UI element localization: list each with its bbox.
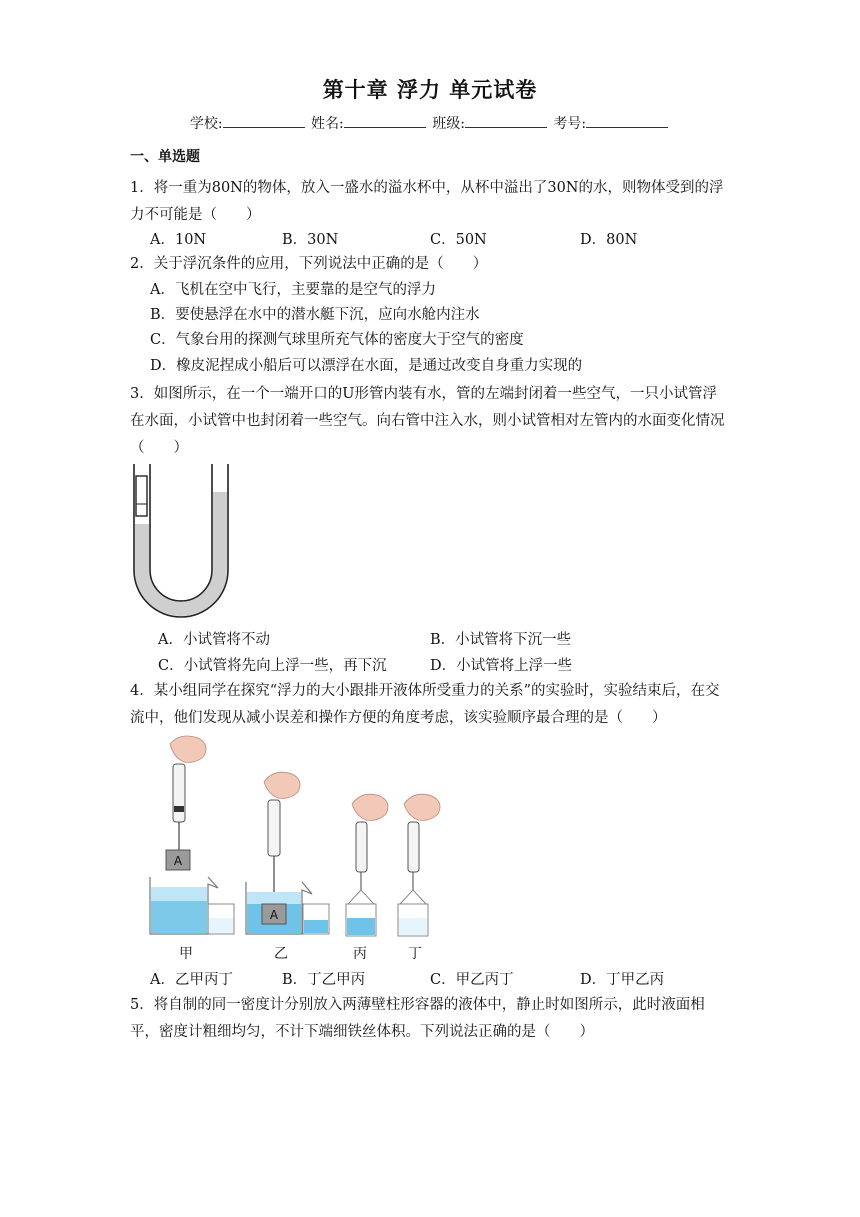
question-2-option-a[interactable]: A．飞机在空中飞行，主要靠的是空气的浮力 bbox=[150, 282, 436, 298]
question-2-option-d[interactable]: D．橡皮泥捏成小船后可以漂浮在水面，是通过改变自身重力实现的 bbox=[150, 358, 583, 374]
question-5-text: 5．将自制的同一密度计分别放入两薄壁柱形容器的液体中，静止时如图所示，此时液面相平，密度计粗细均匀，不计下端细铁丝体积。下列说法正确的是（ ） bbox=[130, 997, 705, 1040]
number-label: 考号: bbox=[553, 116, 587, 132]
question-2-option-b[interactable]: B．要使悬浮在水中的潜水艇下沉，应向水舱内注水 bbox=[150, 307, 480, 323]
question-2-text: 2．关于浮沉条件的应用，下列说法中正确的是（ ） bbox=[130, 256, 488, 272]
question-1-option-d[interactable]: D．80N bbox=[580, 232, 638, 248]
page-title: 第十章 浮力 单元试卷 bbox=[322, 78, 538, 102]
question-3-option-b[interactable]: B．小试管将下沉一些 bbox=[430, 632, 572, 648]
figure-label-yi: 乙 bbox=[274, 946, 288, 962]
question-3-option-c[interactable]: C．小试管将先向上浮一些，再下沉 bbox=[158, 658, 387, 674]
block-label-a-2: A bbox=[269, 908, 279, 922]
setup-bing bbox=[346, 794, 388, 936]
name-blank[interactable] bbox=[344, 114, 426, 128]
school-label: 学校: bbox=[189, 116, 223, 132]
question-4-option-b[interactable]: B．丁乙甲丙 bbox=[282, 972, 366, 988]
number-blank[interactable] bbox=[586, 114, 668, 128]
figure-label-ding: 丁 bbox=[408, 946, 422, 962]
question-4-option-d[interactable]: D．丁甲乙丙 bbox=[580, 972, 665, 988]
experiment-figure bbox=[140, 732, 460, 942]
question-1-text: 1．将一重为80N的物体，放入一盛水的溢水杯中，从杯中溢出了30N的水，则物体受到的浮力不可能是（ ） bbox=[130, 180, 724, 223]
name-label: 姓名: bbox=[311, 116, 344, 132]
question-2-option-c[interactable]: C．气象台用的探测气球里所充气体的密度大于空气的密度 bbox=[150, 332, 524, 348]
setup-jia bbox=[150, 736, 234, 934]
student-info-line bbox=[0, 113, 860, 133]
question-1-option-c[interactable]: C．50N bbox=[430, 232, 487, 248]
block-label-a: A bbox=[173, 854, 183, 868]
question-1-option-a[interactable]: A．10N bbox=[150, 232, 207, 248]
section-heading: 一、单选题 bbox=[130, 149, 200, 165]
figure-label-bing: 丙 bbox=[353, 946, 367, 962]
class-blank[interactable] bbox=[465, 114, 547, 128]
question-4-option-c[interactable]: C．甲乙丙丁 bbox=[430, 972, 514, 988]
question-3-option-a[interactable]: A．小试管将不动 bbox=[158, 632, 270, 648]
question-3-option-d[interactable]: D．小试管将上浮一些 bbox=[430, 658, 573, 674]
question-1-option-b[interactable]: B．30N bbox=[282, 232, 339, 248]
school-blank[interactable] bbox=[223, 114, 305, 128]
class-label: 班级: bbox=[432, 116, 465, 132]
figure-label-jia: 甲 bbox=[179, 946, 193, 962]
setup-ding bbox=[398, 794, 440, 936]
question-4-option-a[interactable]: A．乙甲丙丁 bbox=[150, 972, 233, 988]
setup-yi bbox=[246, 772, 329, 934]
question-4-text: 4．某小组同学在探究“浮力的大小跟排开液体所受重力的关系”的实验时，实验结束后，在交流中，他们发现从减小误差和操作方便的角度考虑，该实验顺序最合理的是（ ） bbox=[130, 683, 720, 726]
u-tube-figure bbox=[128, 462, 238, 624]
question-3-text: 3．如图所示，在一个一端开口的U形管内装有水，管的左端封闭着一些空气，一只小试管浮在水面，小试管中也封闭着一些空气。向右管中注入水，则小试管相对左管内的水面变化情况（ ） bbox=[130, 386, 725, 456]
